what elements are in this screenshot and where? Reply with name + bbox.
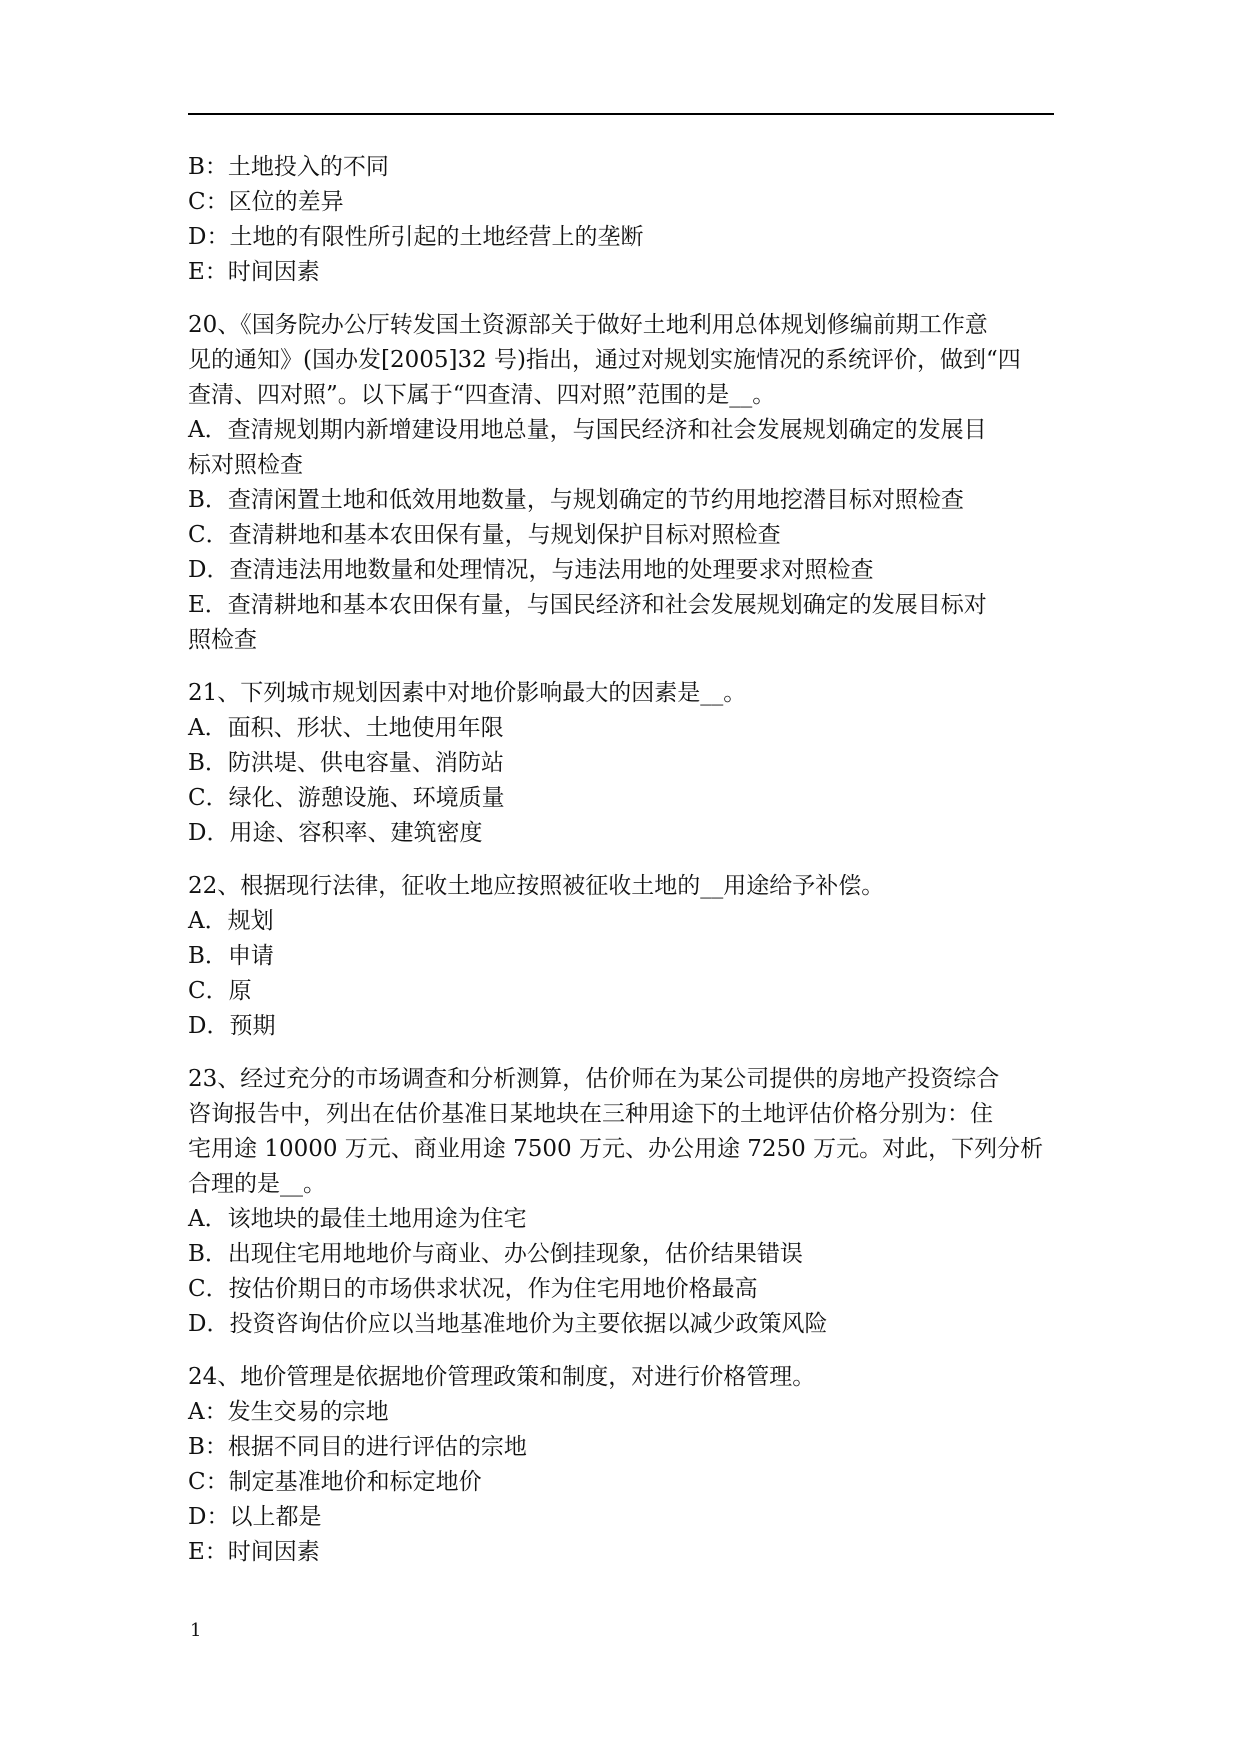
option-d: D：以上都是	[188, 1504, 322, 1530]
option-d: D．预期	[188, 1013, 276, 1039]
option-d: D．投资咨询估价应以当地基准地价为主要依据以减少政策风险	[188, 1311, 828, 1337]
question-stem-line: 咨询报告中，列出在估价基准日某地块在三种用途下的土地评估价格分别为：住	[188, 1101, 993, 1127]
option-a: A．查清规划期内新增建设用地总量，与国民经济和社会发展规划确定的发展目	[188, 417, 987, 443]
option-e: E．查清耕地和基本农田保有量，与国民经济和社会发展规划确定的发展目标对	[188, 592, 987, 618]
option-b: B．申请	[188, 943, 274, 969]
page-content	[188, 150, 1058, 1570]
option-a: A．该地块的最佳土地用途为住宅	[188, 1206, 527, 1232]
question-stem-line: 宅用途 10000 万元、商业用途 7500 万元、办公用途 7250 万元。对此，下列分析	[188, 1136, 1044, 1162]
option-c: C：制定基准地价和标定地价	[188, 1469, 482, 1495]
option-e: E：时间因素	[188, 259, 320, 285]
question-stem-line: 20、《国务院办公厅转发国土资源部关于做好土地利用总体规划修编前期工作意	[188, 312, 988, 338]
prev-question-options	[188, 150, 1058, 290]
question-23	[188, 1062, 1058, 1342]
option-e-continued: 照检查	[188, 627, 257, 653]
question-stem-line: 查清、四对照”。以下属于“四查清、四对照”范围的是__。	[188, 382, 776, 408]
option-b: B：根据不同目的进行评估的宗地	[188, 1434, 527, 1460]
option-b: B：土地投入的不同	[188, 154, 389, 180]
option-e: E：时间因素	[188, 1539, 320, 1565]
question-22	[188, 869, 1058, 1044]
question-stem-line: 见的通知》(国办发[2005]32 号)指出，通过对规划实施情况的系统评价，做到“四	[188, 347, 1021, 373]
option-a-continued: 标对照检查	[188, 452, 303, 478]
option-b: B．出现住宅用地地价与商业、办公倒挂现象，估价结果错误	[188, 1241, 803, 1267]
header-rule	[188, 113, 1054, 115]
option-c: C．按估价期日的市场供求状况，作为住宅用地价格最高	[188, 1276, 758, 1302]
option-c: C：区位的差异	[188, 189, 344, 215]
option-d: D．查清违法用地数量和处理情况，与违法用地的处理要求对照检查	[188, 557, 874, 583]
option-d: D．用途、容积率、建筑密度	[188, 820, 483, 846]
option-a: A．面积、形状、土地使用年限	[188, 715, 504, 741]
question-24	[188, 1360, 1058, 1570]
question-stem-line: 24、地价管理是依据地价管理政策和制度，对进行价格管理。	[188, 1364, 816, 1390]
option-b: B．防洪堤、供电容量、消防站	[188, 750, 504, 776]
question-stem-line: 21、下列城市规划因素中对地价影响最大的因素是__。	[188, 680, 747, 706]
option-c: C．原	[188, 978, 252, 1004]
question-stem-line: 合理的是__。	[188, 1171, 326, 1197]
option-a: A．规划	[188, 908, 274, 934]
question-stem-line: 23、经过充分的市场调查和分析测算，估价师在为某公司提供的房地产投资综合	[188, 1066, 1000, 1092]
page-number: 1	[190, 1620, 202, 1641]
option-c: C．查清耕地和基本农田保有量，与规划保护目标对照检查	[188, 522, 781, 548]
question-20	[188, 308, 1058, 658]
option-d: D：土地的有限性所引起的土地经营上的垄断	[188, 224, 644, 250]
option-a: A：发生交易的宗地	[188, 1399, 389, 1425]
question-21	[188, 676, 1058, 851]
option-b: B．查清闲置土地和低效用地数量，与规划确定的节约用地挖潜目标对照检查	[188, 487, 964, 513]
option-c: C．绿化、游憩设施、环境质量	[188, 785, 505, 811]
question-stem-line: 22、根据现行法律，征收土地应按照被征收土地的__用途给予补偿。	[188, 873, 885, 899]
